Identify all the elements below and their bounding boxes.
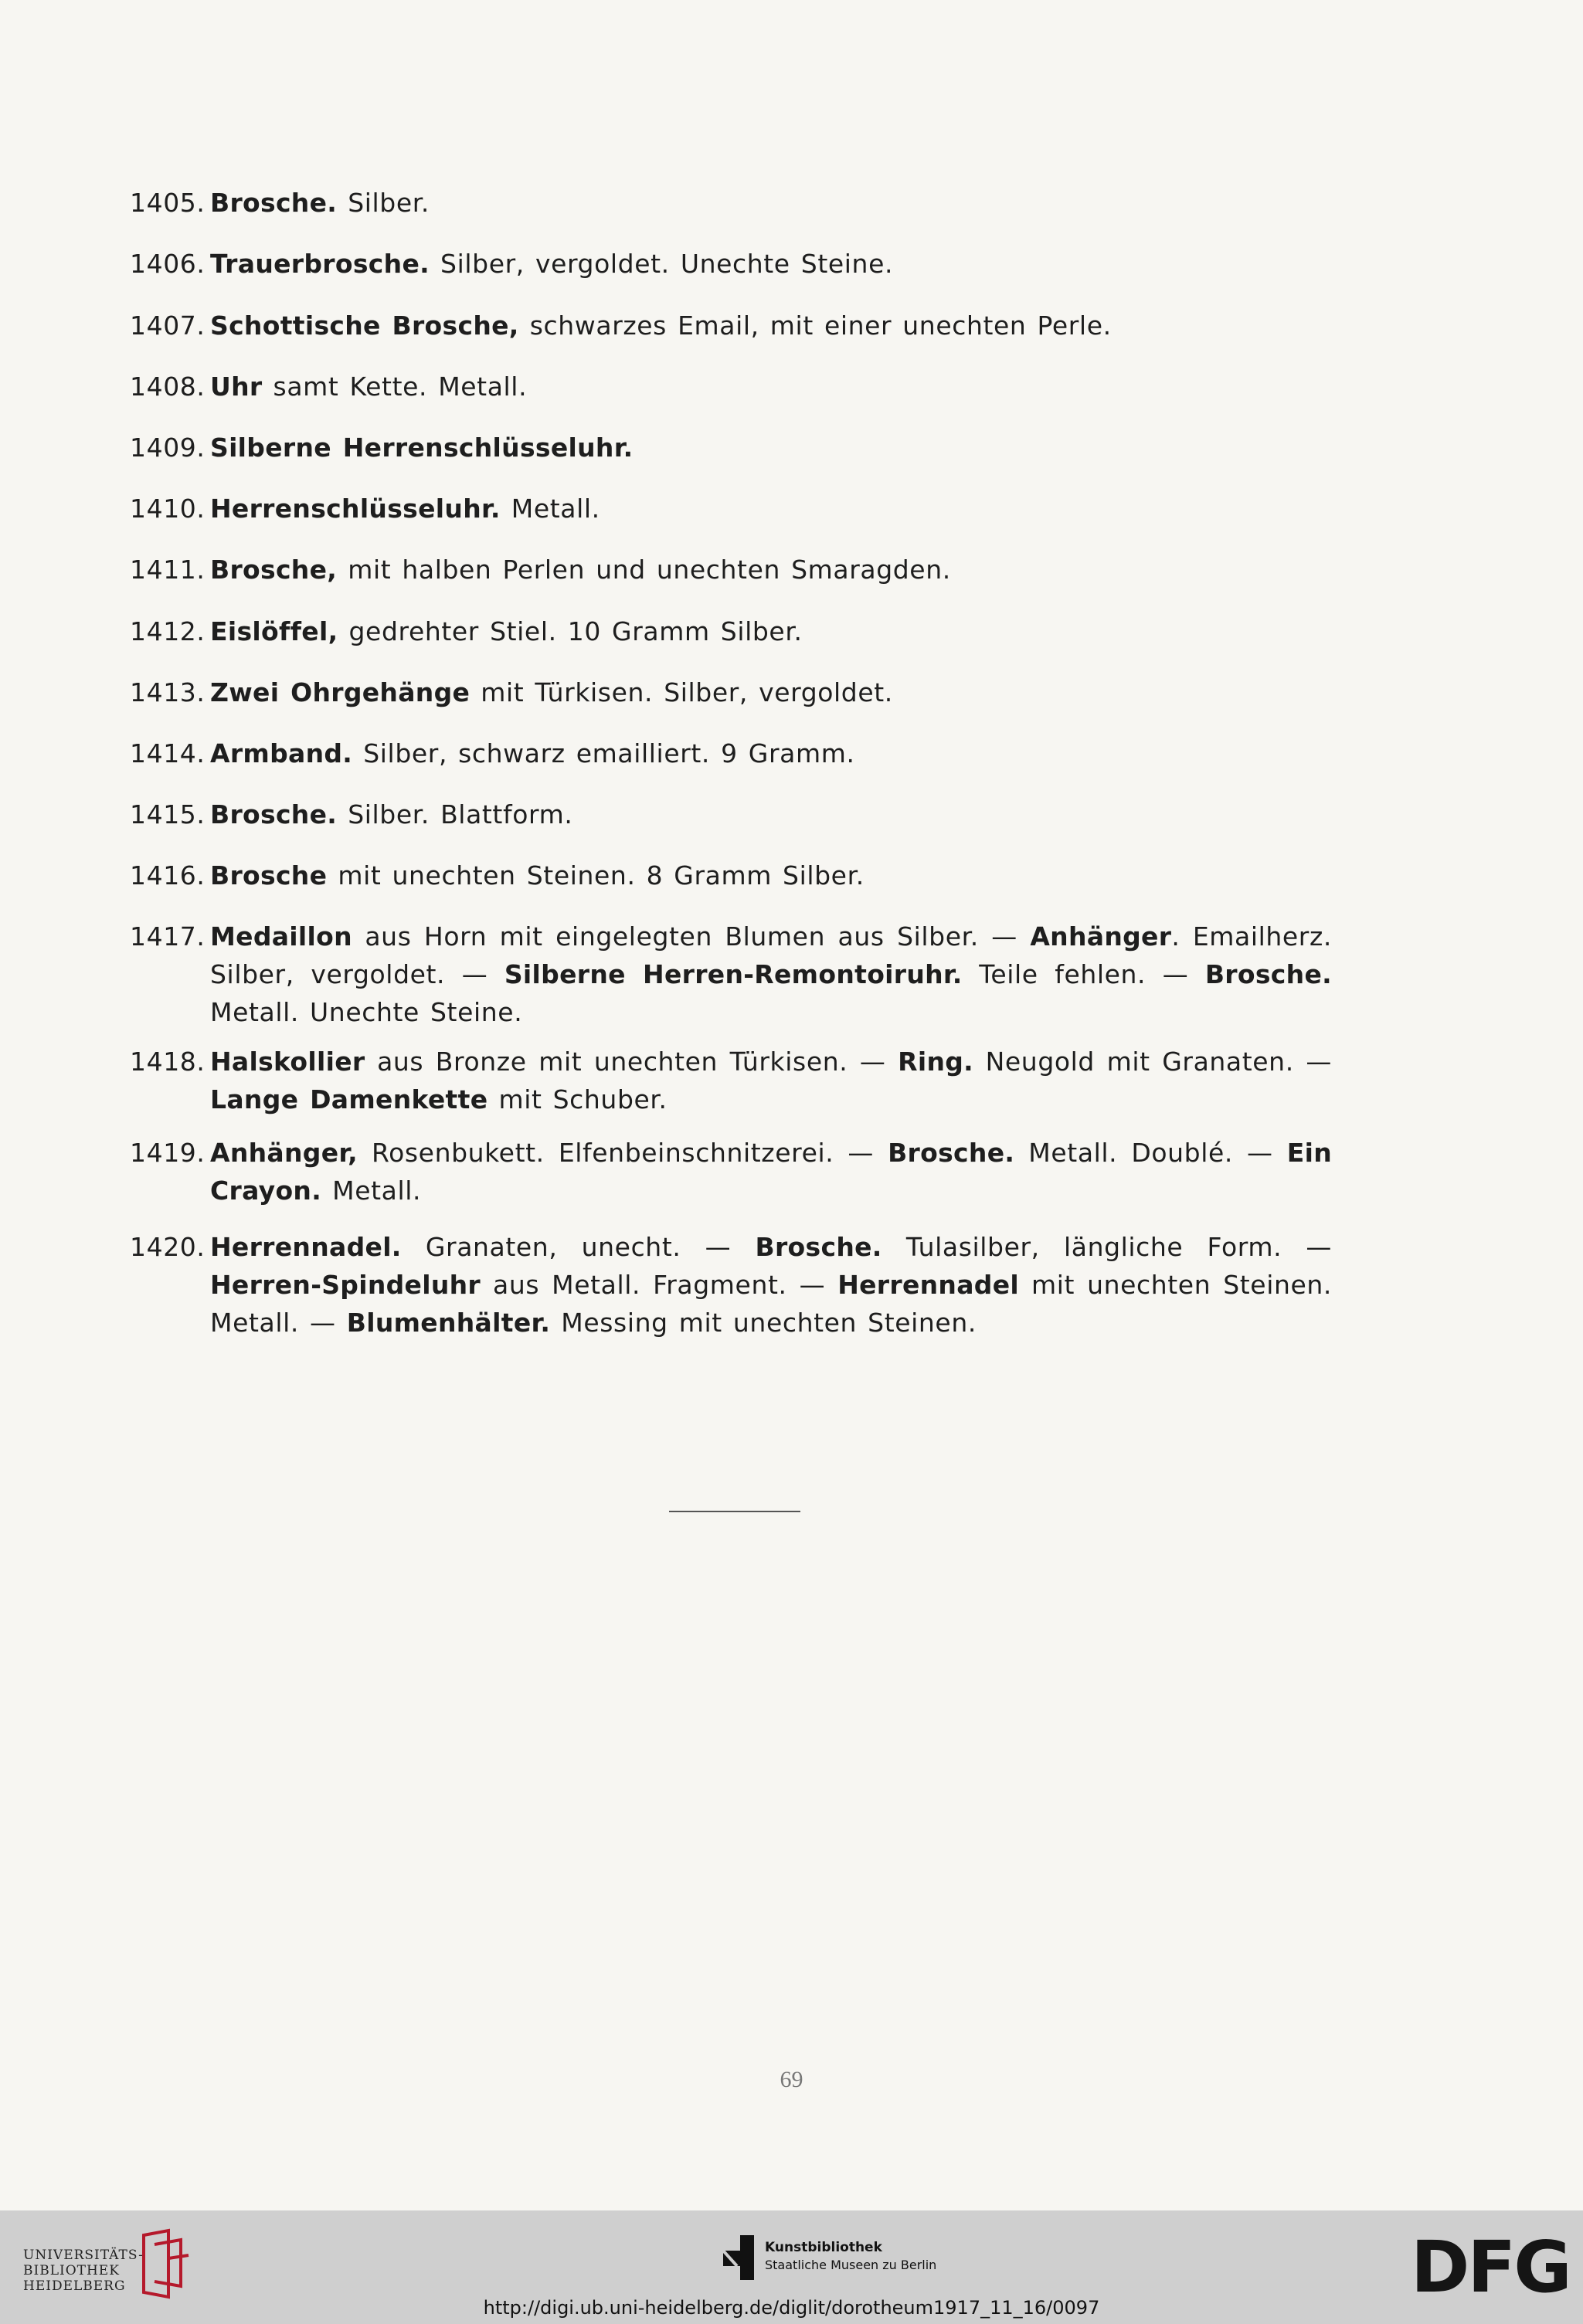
ub-heidelberg-logo-icon [138,2227,192,2302]
entry-number: 1408. [130,372,206,402]
item-title: Halskollier [210,1047,365,1077]
item-description: Silber, schwarz emailliert. 9 Gramm. [352,738,855,768]
item-title: Ein Crayon. [210,1138,1332,1206]
entry-text [210,1134,1332,1209]
item-description: Messing mit unechten Steinen. [550,1308,977,1338]
item-title: Trauerbrosche. [210,249,430,279]
item-description: Metall. Unechte Steine. [210,997,523,1027]
catalog-entry [130,1228,1332,1342]
catalog-entry [130,1134,1332,1209]
item-title: Armband. [210,738,353,768]
item-title: Brosche [210,860,328,891]
permalink-url[interactable]: http://digi.ub.uni-heidelberg.de/diglit/dorotheum1917_11_16/0097 [483,2297,1100,2319]
entry-number: 1411. [130,555,206,585]
item-title: Anhänger, [210,1138,358,1168]
item-description: samt Kette. Metall. [262,372,528,402]
item-title: Eislöffel, [210,616,338,646]
item-description: Tulasilber, längliche Form. — [882,1232,1332,1262]
entry-number: 1415. [130,799,206,830]
end-rule [669,1511,800,1512]
catalog-entry [130,612,1332,650]
catalog-entry [130,307,1332,344]
item-description: Metall. [500,494,600,524]
item-title: Herrennadel [837,1270,1020,1300]
entry-text [210,673,1332,711]
entry-number: 1406. [130,249,206,279]
item-description: gedrehter Stiel. 10 Gramm Silber. [338,616,803,646]
entry-text [210,612,1332,650]
item-description: . Emailherz. Silber, vergoldet. — [210,921,1332,989]
ub-label-line3: HEIDELBERG [23,2278,126,2294]
ub-heidelberg-label [23,2248,144,2294]
entry-text [210,918,1332,1031]
item-title: Brosche. [210,799,338,830]
item-description: Silber, vergoldet. Unechte Steine. [429,249,894,279]
entry-text [210,1043,1332,1118]
item-title: Brosche. [1204,959,1332,989]
entry-number: 1410. [130,494,206,524]
item-description: aus Horn mit eingelegten Blumen aus Silber. — [352,921,1031,952]
item-title: Medaillon [210,921,352,952]
catalog-entry [130,184,1332,222]
item-title: Anhänger [1030,921,1172,952]
item-description: mit unechten Steinen. 8 Gramm Silber. [327,860,865,891]
entry-text [210,490,1332,528]
item-description: mit halben Perlen und unechten Smaragden. [337,555,951,585]
item-title: Uhr [210,372,263,402]
digitization-footer [0,2210,1583,2324]
entry-number: 1416. [130,860,206,891]
item-title: Blumenhälter. [346,1308,551,1338]
kunstbibliothek-logo-icon [723,2235,754,2280]
item-title: Brosche. [888,1138,1015,1168]
item-title: Brosche, [210,555,338,585]
entry-number: 1420. [130,1232,206,1262]
catalog-entry [130,551,1332,589]
item-description: aus Metall. Fragment. — [481,1270,838,1300]
entry-text [210,551,1332,589]
page-number: 69 [780,2067,803,2092]
ub-label-line1: UNIVERSITÄTS- [23,2248,144,2263]
catalog-entry [130,1043,1332,1118]
item-description: Silber. [337,188,430,218]
catalog-entry [130,490,1332,528]
item-description: Silber. Blattform. [337,799,573,830]
item-title: Zwei Ohrgehänge [210,677,470,707]
entry-number: 1407. [130,310,206,341]
catalog-entry [130,368,1332,405]
kunstbibliothek-label [765,2238,936,2274]
catalog-entry [130,918,1332,1031]
catalog-entry [130,429,1332,466]
entry-number: 1418. [130,1047,206,1077]
entry-text [210,245,1332,283]
item-description: Metall. Doublé. — [1014,1138,1287,1168]
entry-number: 1409. [130,433,206,463]
item-description: aus Bronze mit unechten Türkisen. — [365,1047,899,1077]
item-title: Silberne Herren-Remontoiruhr. [504,959,963,989]
item-title: Herrenschlüsseluhr. [210,494,501,524]
entry-text [210,368,1332,405]
entry-number: 1414. [130,738,206,768]
catalog-entry [130,796,1332,833]
item-title: Brosche. [755,1232,882,1262]
item-title: Schottische Brosche, [210,310,519,341]
item-description: Neugold mit Granaten. — [973,1047,1332,1077]
dfg-logo: DFG [1411,2226,1570,2309]
item-title: Brosche. [210,188,338,218]
item-description: mit Türkisen. Silber, vergoldet. [470,677,893,707]
item-title: Herrennadel. [210,1232,402,1262]
item-title: Lange Damenkette [210,1084,488,1115]
item-title: Ring. [898,1047,974,1077]
catalog-entry [130,857,1332,894]
kunstbibliothek-title: Kunstbibliothek [765,2240,882,2255]
item-description: Rosenbukett. Elfenbeinschnitzerei. — [357,1138,888,1168]
item-description: Teile fehlen. — [962,959,1205,989]
ub-label-line2: BIBLIOTHEK [23,2263,120,2278]
kunstbibliothek-subtitle: Staatliche Museen zu Berlin [765,2258,937,2272]
item-description: Metall. [321,1176,422,1206]
item-title: Silberne Herrenschlüsseluhr. [210,433,634,463]
item-description: mit unechten Steinen. Metall. — [210,1270,1332,1338]
catalog-entry [130,735,1332,772]
entry-number: 1419. [130,1138,206,1168]
entry-number: 1405. [130,188,206,218]
item-description: Granaten, unecht. — [401,1232,756,1262]
item-description: schwarzes Email, mit einer unechten Perle. [518,310,1112,341]
entry-text [210,429,1332,466]
catalog-entry [130,673,1332,711]
item-description: mit Schuber. [487,1084,668,1115]
entry-text [210,857,1332,894]
entry-text [210,735,1332,772]
entry-number: 1412. [130,616,206,646]
entry-text [210,307,1332,344]
entry-text [210,796,1332,833]
entry-text [210,1228,1332,1342]
entry-text [210,184,1332,222]
item-title: Herren-Spindeluhr [210,1270,481,1300]
catalog-entry [130,245,1332,283]
entry-number: 1417. [130,921,206,952]
entry-number: 1413. [130,677,206,707]
